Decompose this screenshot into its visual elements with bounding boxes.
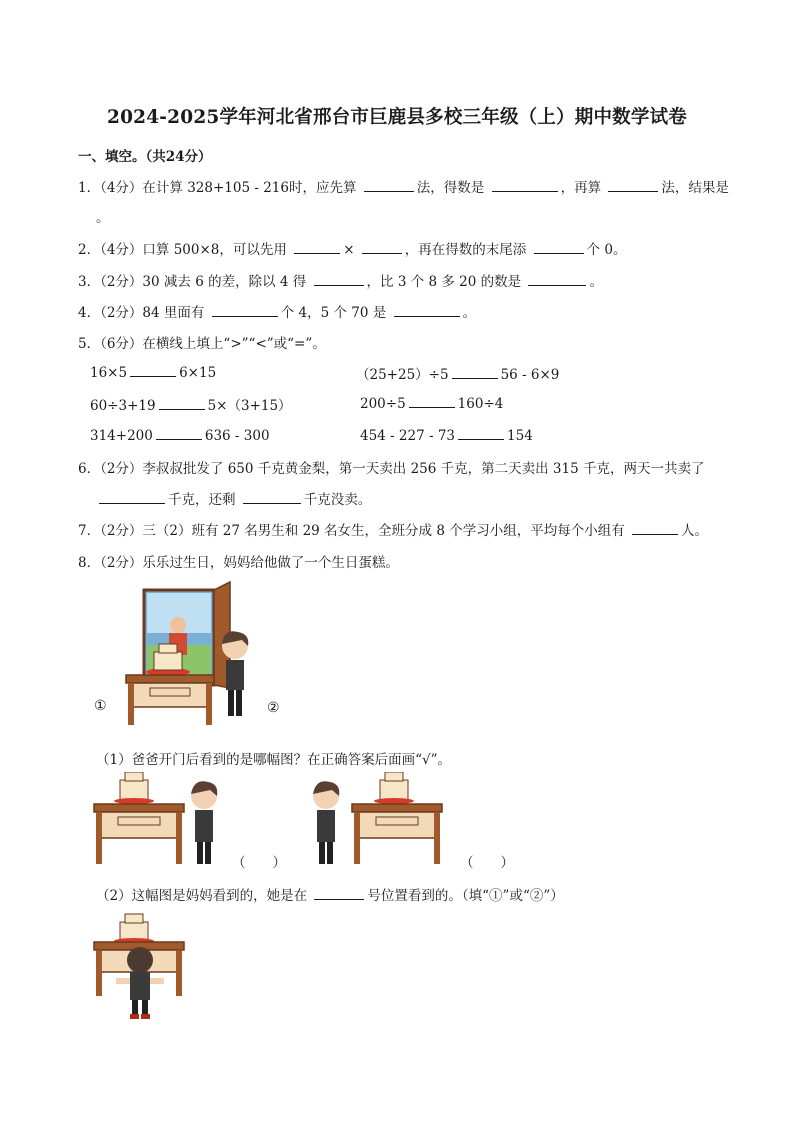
cake [154,652,182,670]
option-a-image [92,772,242,868]
q8-sub2 [96,884,564,904]
q6-text-b: 千克，还剩 [168,492,236,508]
q7-text-b: 人。 [681,523,709,539]
q7-text-a: 7．（2分）三（2）班有 27 名男生和 29 名女生，全班分成 8 个学习小组，平均每个小组有 [78,523,625,539]
position-2-label: ② [267,700,280,716]
q5-item-4-right: 160÷4 [457,396,504,412]
child-body [195,810,213,842]
q4-blank-2[interactable] [394,303,460,317]
q6-blank-2[interactable] [243,490,301,504]
q1-blank-3[interactable] [608,178,658,192]
page-title: 2024-2025学年河北省邢台市巨鹿县多校三年级（上）期中数学试卷 [107,107,687,128]
q5-item-2-right: 56 - 6×9 [500,367,560,383]
cake [120,922,148,940]
q3-text-b: ，比 3 个 8 多 20 的数是 [366,274,522,290]
q5-item-3-left: 60÷3+19 [90,398,156,414]
door-scene-image [92,580,292,730]
q6-blank-1[interactable] [99,490,165,504]
q5-item-6-right: 154 [507,428,533,444]
q5-item-1-left: 16×5 [90,365,128,381]
q5-item-5-left: 314+200 [90,428,153,444]
option-a-answer-parens[interactable]: （ ） [232,855,286,871]
q5-item-5 [90,426,270,444]
child-body [226,660,244,690]
q5-item-1 [90,363,216,381]
q5-item-1-right: 6×15 [179,365,217,381]
q3-blank-2[interactable] [528,272,586,286]
q5-blank-4[interactable] [409,394,455,408]
question-2 [78,238,626,258]
option-b-answer-parens[interactable]: （ ） [460,855,514,871]
question-5-stem: 5．（6分）在横线上填上“>”“<”或“=”。 [78,336,326,352]
q3-text-a: 3．（2分）30 减去 6 的差，除以 4 得 [78,274,307,290]
option-b-image [300,772,450,868]
q2-blank-3[interactable] [534,240,584,254]
q2-text-d: 个 0。 [586,242,627,258]
q4-text-a: 4．（2分）84 里面有 [78,305,205,321]
q1-blank-2[interactable] [492,178,558,192]
q1-text-e: 。 [96,210,110,226]
q1-text-d: 法，结果是 [661,180,729,196]
q3-text-c: 。 [589,274,603,290]
q5-item-4 [360,394,503,412]
q7-blank-1[interactable] [632,521,678,535]
q1-text-b: 法，得数是 [416,180,485,196]
mother-view-image [92,912,192,1024]
question-6-line-2 [96,488,371,508]
q5-item-6-left: 454 - 227 - 73 [360,428,456,444]
q5-item-2 [356,363,559,383]
q4-blank-1[interactable] [212,303,278,317]
q8-sub2-text-b: 号位置看到的。（填“①”或“②”） [367,888,564,904]
q5-item-3-right: 5×（3+15） [207,398,292,414]
position-1-label: ① [94,698,107,714]
q1-text-c: ，再算 [560,180,602,196]
q1-blank-result [96,206,110,226]
q3-blank-1[interactable] [314,272,364,286]
q1-blank-1[interactable] [364,178,414,192]
q6-text-c: 千克没卖。 [303,492,372,508]
q5-blank-3[interactable] [159,396,205,410]
child-body [130,972,150,1000]
q5-blank-1[interactable] [130,363,176,377]
q4-text-c: 。 [462,305,477,321]
q4-text-b: 个 4，5 个 70 是 [280,305,387,321]
father-head [170,617,186,633]
question-3 [78,270,603,290]
question-6 [78,457,704,477]
q5-item-5-right: 636 - 300 [204,428,270,444]
q5-blank-6[interactable] [458,426,504,440]
question-1 [78,176,729,196]
q2-text-a: 2．（4分）口算 500×8，可以先用 [78,242,287,258]
question-4 [78,301,476,321]
q5-item-6 [360,426,533,444]
q5-item-2-left: （25+25）÷5 [356,367,449,383]
cake [380,780,408,800]
table-top [352,804,442,812]
q5-item-3 [90,394,292,414]
q2-text-c: ，再在得数的末尾添 [404,242,527,258]
child-head-back [127,947,153,973]
question-8-stem: 8．（2分）乐乐过生日，妈妈给他做了一个生日蛋糕。 [78,555,399,571]
q5-blank-2[interactable] [452,365,498,379]
q8-sub2-blank[interactable] [314,886,364,900]
q5-item-4-left: 200÷5 [360,396,406,412]
q6-text-a: 6．（2分）李叔叔批发了 650 千克黄金梨，第一天卖出 256 千克，第二天卖出 315 千克，两天一共卖了 [78,461,705,477]
question-7 [78,519,708,539]
cake [120,780,148,800]
child-body [317,810,335,842]
q2-blank-1[interactable] [294,240,340,254]
q5-blank-5[interactable] [156,426,202,440]
q8-sub2-text-a: （2）这幅图是妈妈看到的，她是在 [96,888,308,904]
q2-text-b: × [343,242,355,258]
table-top [94,804,184,812]
table-top [126,675,214,683]
q2-blank-2[interactable] [362,240,402,254]
q1-text-a: 1．（4分）在计算 328+105 - 216时，应先算 [78,180,357,196]
q8-sub1: （1）爸爸开门后看到的是哪幅图？在正确答案后面画“√”。 [96,752,451,768]
section-heading: 一、填空。（共24分） [78,149,212,165]
